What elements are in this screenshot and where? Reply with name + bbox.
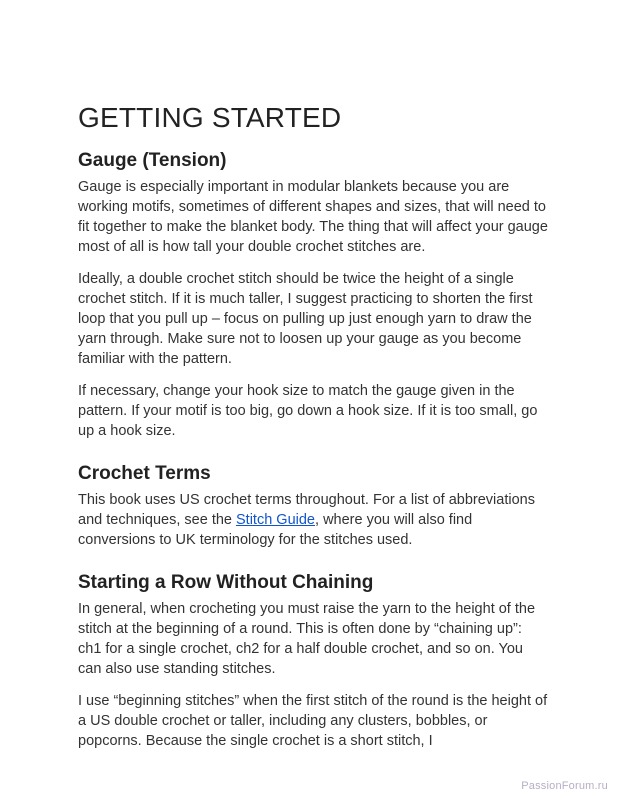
terms-text-before-link: This book uses US crochet terms throughout. For a list of abbreviations and techniques, see the (78, 492, 535, 528)
page-title: GETTING STARTED (78, 102, 342, 133)
paragraph-crochet-terms (78, 490, 548, 550)
paragraph-gauge-1: Gauge is especially important in modular blankets because you are working motifs, sometimes of different shapes and sizes, that will need to fit together to make the blanket body. The thing that will affect your gauge most of all is how tall your double crochet stitches are. (78, 179, 548, 255)
section-starting-row (78, 572, 548, 751)
paragraph-gauge-3: If necessary, change your hook size to match the gauge given in the pattern. If your motif is too big, go down a hook size. If it is too small, go up a hook size. (78, 383, 538, 439)
section-heading-gauge: Gauge (Tension) (78, 150, 227, 171)
section-gauge-tension (78, 150, 548, 441)
section-heading-crochet-terms: Crochet Terms (78, 463, 211, 484)
terms-text-after-link: , where you will also find conversions to UK terminology for the stitches used. (78, 512, 473, 548)
paragraph-starting-1: In general, when crocheting you must raise the yarn to the height of the stitch at the beginning of a round. This is often done by “chaining up”: ch1 for a single crochet, ch2 for a half double crochet, and so on. You can also use standing stitches. (78, 601, 536, 677)
paragraph-starting-2: I use “beginning stitches” when the first stitch of the round is the height of a US double crochet or taller, including any clusters, bobbles, or popcorns. Because the single crochet is a short stitch, I (78, 693, 548, 749)
section-heading-starting-row: Starting a Row Without Chaining (78, 572, 374, 593)
watermark: PassionForum.ru (521, 780, 608, 792)
stitch-guide-link[interactable]: Stitch Guide (236, 512, 316, 528)
paragraph-gauge-2: Ideally, a double crochet stitch should be twice the height of a single crochet stitch. If it is much taller, I suggest practicing to shorten the first loop that you pull up – focus on pulling up just enough yarn to draw the yarn through. Make sure not to loosen up your gauge as you become familiar with the pattern. (78, 271, 533, 367)
section-crochet-terms (78, 463, 548, 550)
